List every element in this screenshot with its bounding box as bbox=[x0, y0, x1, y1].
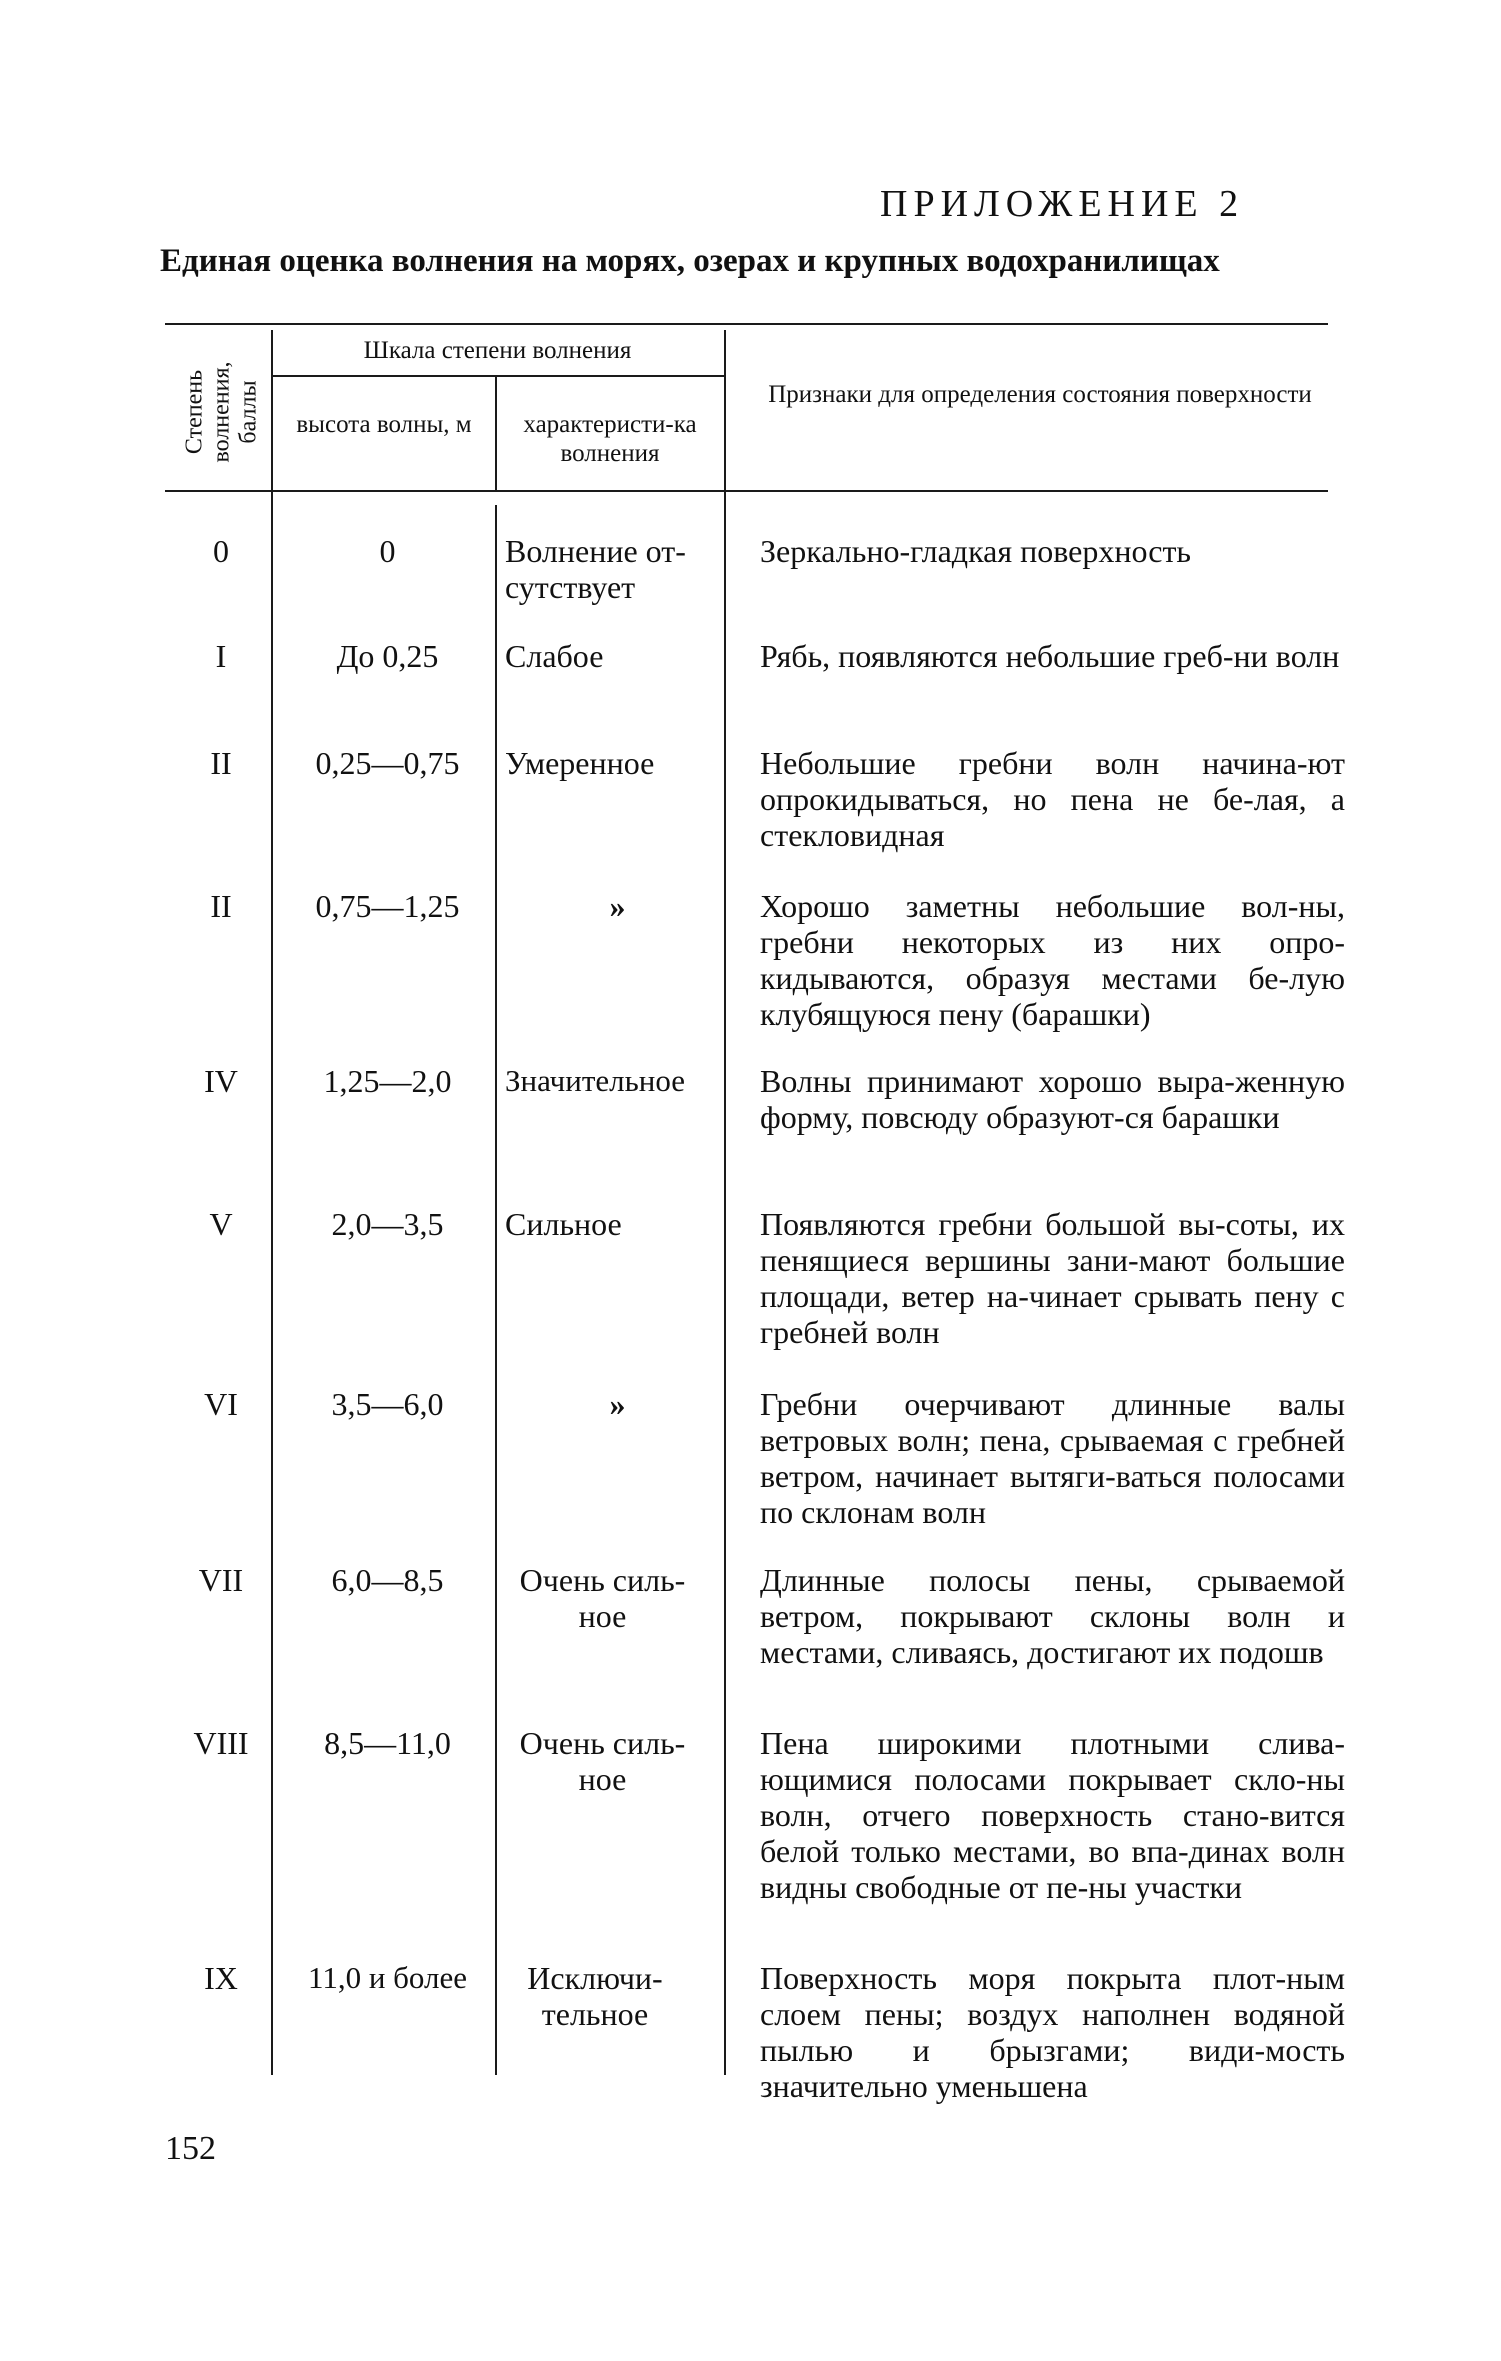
table-cell-characteristic: Слабое bbox=[505, 638, 604, 674]
table-cell-signs: Зеркально-гладкая поверхность bbox=[760, 533, 1192, 569]
table-cell-characteristic: Очень силь-ное bbox=[519, 1725, 686, 1797]
table-cell-degree: VI bbox=[204, 1386, 238, 1422]
column-divider-2 bbox=[495, 505, 497, 2075]
table-cell-degree: II bbox=[210, 745, 232, 781]
table-cell-degree: 0 bbox=[213, 533, 229, 569]
header-group-rule bbox=[272, 375, 724, 377]
header-signs: Признаки для определения состояния поверхности bbox=[768, 381, 1312, 408]
table-cell-height: 0,75—1,25 bbox=[315, 888, 460, 924]
table-cell-characteristic: Сильное bbox=[505, 1206, 622, 1242]
header-degree: Степень волнения, баллы bbox=[181, 361, 262, 463]
table-cell-height: 0 bbox=[379, 533, 396, 569]
table-cell-characteristic: Волнение от-сутствует bbox=[505, 533, 686, 605]
table-cell-signs: Длинные полосы пены, срываемой ветром, покрывают склоны волн и местами, сливаясь, достигают их подошв bbox=[760, 1562, 1345, 1670]
header-bottom-rule bbox=[165, 490, 1328, 492]
table-cell-height: До 0,25 bbox=[336, 638, 439, 674]
table-cell-height: 2,0—3,5 bbox=[331, 1206, 444, 1242]
table-cell-signs: Волны принимают хорошо выра-женную форму, повсюду образуют-ся барашки bbox=[760, 1063, 1345, 1135]
table-cell-signs: Появляются гребни большой вы-соты, их пенящиеся вершины зани-мают большие площади, ветер на-чинает срывать пену с гребней волн bbox=[760, 1206, 1345, 1350]
table-cell-characteristic: Значительное bbox=[505, 1063, 685, 1098]
table-cell-characteristic: Умеренное bbox=[505, 745, 655, 781]
column-divider-3 bbox=[724, 330, 726, 2075]
table-cell-characteristic: » bbox=[609, 1386, 626, 1422]
table-cell-signs: Рябь, появляются небольшие греб-ни волн bbox=[760, 638, 1340, 674]
table-cell-height: 6,0—8,5 bbox=[331, 1562, 444, 1598]
column-divider-1 bbox=[271, 330, 273, 2075]
appendix-label: ПРИЛОЖЕНИЕ 2 bbox=[880, 183, 1245, 225]
table-cell-signs: Небольшие гребни волн начина-ют опрокидываться, но пена не бе-лая, а стекловидная bbox=[760, 745, 1345, 853]
table-cell-degree: VII bbox=[198, 1562, 244, 1598]
table-cell-characteristic: Исключи-тельное bbox=[527, 1960, 663, 2032]
header-characteristic: характеристи-ка волнения bbox=[523, 411, 697, 467]
table-cell-signs: Пена широкими плотными слива-ющимися полосами покрывает скло-ны волн, отчего поверхность стано-вится белой только местами, во впа-динах волн видны свободные от пе-ны участки bbox=[760, 1725, 1345, 1905]
table-cell-height: 8,5—11,0 bbox=[324, 1725, 451, 1761]
page-title: Единая оценка волнения на морях, озерах и крупных водохранилищах bbox=[160, 243, 1220, 279]
header-height: высота волны, м bbox=[296, 411, 472, 438]
table-cell-signs: Поверхность моря покрыта плот-ным слоем пены; воздух наполнен водяной пылью и брызгами; види-мость значительно уменьшена bbox=[760, 1960, 1345, 2104]
table-cell-degree: VIII bbox=[193, 1725, 249, 1761]
table-cell-characteristic: » bbox=[609, 888, 626, 924]
table-cell-signs: Хорошо заметны небольшие вол-ны, гребни некоторых из них опро-кидываются, образуя местами бе-лую клубящуюся пену (барашки) bbox=[760, 888, 1345, 1032]
table-cell-height: 0,25—0,75 bbox=[315, 745, 460, 781]
table-cell-degree: IV bbox=[204, 1063, 238, 1099]
table-cell-signs: Гребни очерчивают длинные валы ветровых волн; пена, срываемая с гребней ветром, начинает вытяги-ваться полосами по склонам волн bbox=[760, 1386, 1345, 1530]
table-cell-height: 11,0 и более bbox=[307, 1960, 468, 1995]
table-cell-degree: II bbox=[210, 888, 232, 924]
table-cell-height: 1,25—2,0 bbox=[323, 1063, 452, 1099]
table-cell-degree: IX bbox=[204, 1960, 238, 1996]
column-divider-2-header bbox=[495, 377, 497, 490]
page-number: 152 bbox=[165, 2130, 216, 2167]
table-cell-degree: I bbox=[215, 638, 227, 674]
header-scale-group: Шкала степени волнения bbox=[363, 337, 632, 364]
table-cell-height: 3,5—6,0 bbox=[331, 1386, 444, 1422]
table-cell-characteristic: Очень силь-ное bbox=[519, 1562, 686, 1634]
table-cell-degree: V bbox=[209, 1206, 233, 1242]
table-top-rule bbox=[165, 323, 1328, 325]
